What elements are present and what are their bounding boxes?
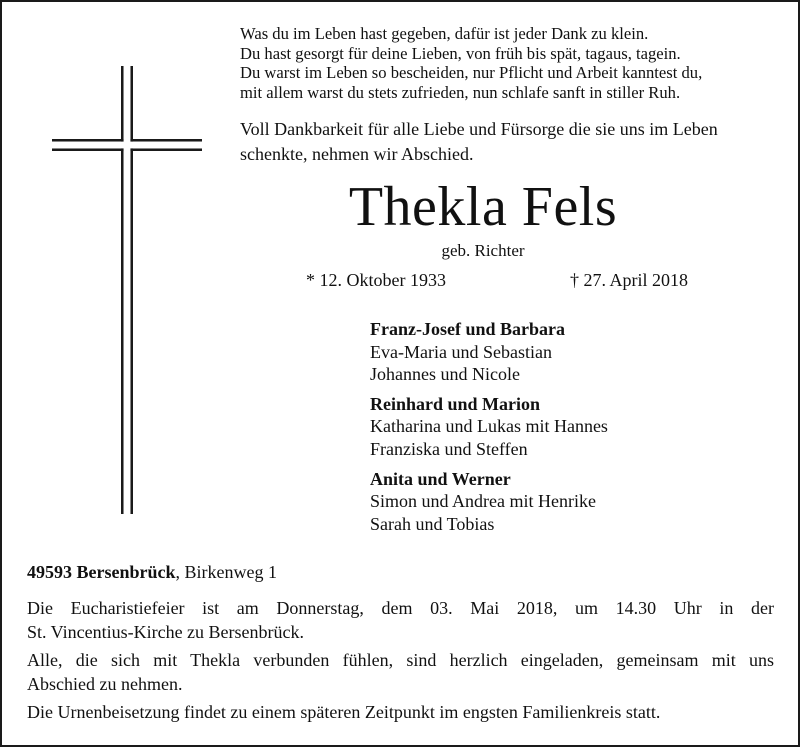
family-group xyxy=(370,468,608,536)
service-line: St. Vincentius-Kirche zu Bersenbrück. xyxy=(27,622,305,642)
poem xyxy=(240,24,780,102)
family-member: Katharina und Lukas mit Hannes xyxy=(370,416,608,437)
burial-line: Die Urnenbeisetzung findet zu einem späteren Zeitpunkt im engsten Familienkreis statt. xyxy=(27,702,661,722)
family-member: Eva-Maria und Sebastian xyxy=(370,341,552,362)
invitation-paragraph xyxy=(27,648,774,696)
thanks-line: schenkte, nehmen wir Abschied. xyxy=(240,144,474,164)
address-city: 49593 Bersenbrück xyxy=(27,562,176,582)
family-group-head: Anita und Werner xyxy=(370,468,511,489)
family-member: Johannes und Nicole xyxy=(370,364,520,385)
family-group-head: Reinhard und Marion xyxy=(370,393,541,414)
invitation-line: Alle, die sich mit Thekla verbunden fühlen, sind herzlich eingeladen, gemeinsam mit uns xyxy=(27,650,774,670)
family-group xyxy=(370,393,608,461)
thanks-line: Voll Dankbarkeit für alle Liebe und Fürsorge die sie uns im Leben xyxy=(240,119,718,139)
family-list xyxy=(370,318,608,542)
family-member: Simon und Andrea mit Henrike xyxy=(370,491,596,512)
poem-line: mit allem warst du stets zufrieden, nun schlafe sanft in stiller Ruh. xyxy=(240,82,681,102)
thanks-text xyxy=(240,117,780,167)
address-street: , Birkenweg 1 xyxy=(175,562,277,582)
service-line: Die Eucharistiefeier ist am Donnerstag, dem 03. Mai 2018, um 14.30 Uhr in der xyxy=(27,598,774,618)
address xyxy=(27,560,277,584)
poem-line: Du warst im Leben so bescheiden, nur Pflicht und Arbeit kanntest du, xyxy=(240,63,703,83)
service-info xyxy=(27,596,774,728)
cross-icon xyxy=(52,66,202,514)
family-member: Franziska und Steffen xyxy=(370,438,528,459)
poem-line: Du hast gesorgt für deine Lieben, von früh bis spät, tagaus, tagein. xyxy=(240,43,681,63)
poem-line: Was du im Leben hast gegeben, dafür ist jeder Dank zu klein. xyxy=(240,24,649,43)
burial-paragraph xyxy=(27,700,774,724)
maiden-name: geb. Richter xyxy=(441,241,525,260)
family-member: Sarah und Tobias xyxy=(370,513,495,534)
family-group xyxy=(370,318,608,386)
family-group-head: Franz-Josef und Barbara xyxy=(370,319,565,339)
death-date: † 27. April 2018 xyxy=(570,270,689,290)
service-paragraph xyxy=(27,596,774,644)
birth-date: * 12. Oktober 1933 xyxy=(306,270,446,290)
invitation-line: Abschied zu nehmen. xyxy=(27,674,183,694)
deceased-name: Thekla Fels xyxy=(348,176,618,238)
